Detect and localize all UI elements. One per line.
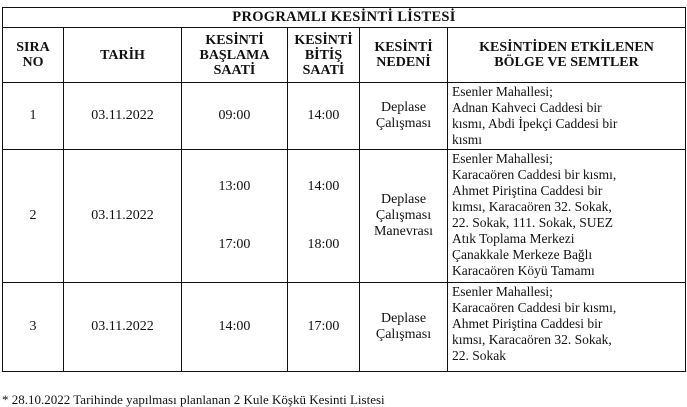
header-bitis-line3: SAATİ [302,62,345,78]
table-row [3,150,686,283]
header-bitis [288,28,360,83]
row-area-line: Ahmet Piriştina Caddesi bir [452,316,603,331]
row-area-line: Esenler Mahallesi; [452,151,553,166]
header-baslama-line2: BAŞLAMA [199,47,270,63]
row-cause-line: Deplase [380,311,427,326]
header-tarih: TARİH [64,28,182,83]
row-start: 09:00 [182,83,288,150]
row-date: 03.11.2022 [64,150,182,283]
header-sira-no [3,28,64,83]
row-area-line: 22. Sokak [452,348,506,363]
header-neden-line1: KESİNTİ [374,40,433,55]
footnote: * 28.10.2022 Tarihinde yapılması planlanan 2 Kule Köşkü Kesinti Listesi [2,392,385,407]
row-area-line: Atık Toplama Merkezi [452,231,575,246]
row-area-line: Çanakkale Merkeze Bağlı [452,247,593,262]
header-neden-line2: NEDENİ [376,55,431,70]
row-start-time: 13:00 [218,179,251,194]
header-baslama-line3: SAATİ [213,62,256,78]
header-sira-line1: SIRA [16,40,50,55]
row-area [448,283,686,372]
row-area [448,83,686,150]
row-area-line: Karacaören Caddesi bir kısmı, [452,300,617,315]
row-area-line: Esenler Mahallesi; [452,284,553,299]
row-area [448,150,686,283]
header-baslama [182,28,288,83]
header-neden [360,28,448,83]
header-bolge-line2: BÖLGE VE SEMTLER [494,55,639,70]
header-bitis-line2: BİTİŞ [304,47,343,63]
row-area-line: Esenler Mahallesi; [452,84,553,99]
row-start-time: 17:00 [218,237,251,252]
row-area-line: kısmı, Abdi İpekçi Caddesi bir [452,116,618,131]
outage-table [2,7,686,372]
outage-document [2,7,686,372]
row-area-line: Adnan Kahveci Caddesi bir [452,100,602,115]
table-title: PROGRAMLI KESİNTİ LİSTESİ [3,8,686,28]
row-no: 1 [3,83,64,150]
row-date: 03.11.2022 [64,83,182,150]
header-sira-line2: NO [22,55,44,70]
row-cause-line: Çalışması [375,116,432,131]
row-area-line: Ahmet Piriştina Caddesi bir [452,183,603,198]
row-cause-line: Deplase [380,100,427,115]
header-baslama-line1: KESİNTİ [205,32,264,48]
row-cause [360,83,448,150]
row-start [182,150,288,283]
table-row [3,283,686,372]
row-cause-line: Deplase [380,192,427,207]
row-area-line: Karacaören Caddesi bir kısmı, [452,167,617,182]
row-area-line: kısmı [452,132,483,147]
row-end: 14:00 [288,83,360,150]
row-area-line: 22. Sokak, 111. Sokak, SUEZ [452,215,613,230]
table-row [3,83,686,150]
header-bolge-line1: KESİNTİDEN ETKİLENEN [479,40,654,55]
row-cause [360,283,448,372]
row-area-line: kımsı, Karacaören 32. Sokak, [452,332,612,347]
row-area-line: kımsı, Karacaören 32. Sokak, [452,199,612,214]
header-bolge [448,28,686,83]
row-cause [360,150,448,283]
row-end: 17:00 [288,283,360,372]
row-end-time: 18:00 [307,237,340,252]
row-cause-line: Çalışması [375,208,432,223]
header-row [3,28,686,83]
row-cause-line: Çalışması [375,327,432,342]
row-start: 14:00 [182,283,288,372]
row-date: 03.11.2022 [64,283,182,372]
header-bitis-line1: KESİNTİ [294,32,353,48]
row-end-time: 14:00 [307,179,340,194]
row-area-line: Karacaören Köyü Tamamı [452,263,595,278]
row-cause-line: Manevrası [373,224,434,239]
row-no: 2 [3,150,64,283]
row-no: 3 [3,283,64,372]
row-end [288,150,360,283]
